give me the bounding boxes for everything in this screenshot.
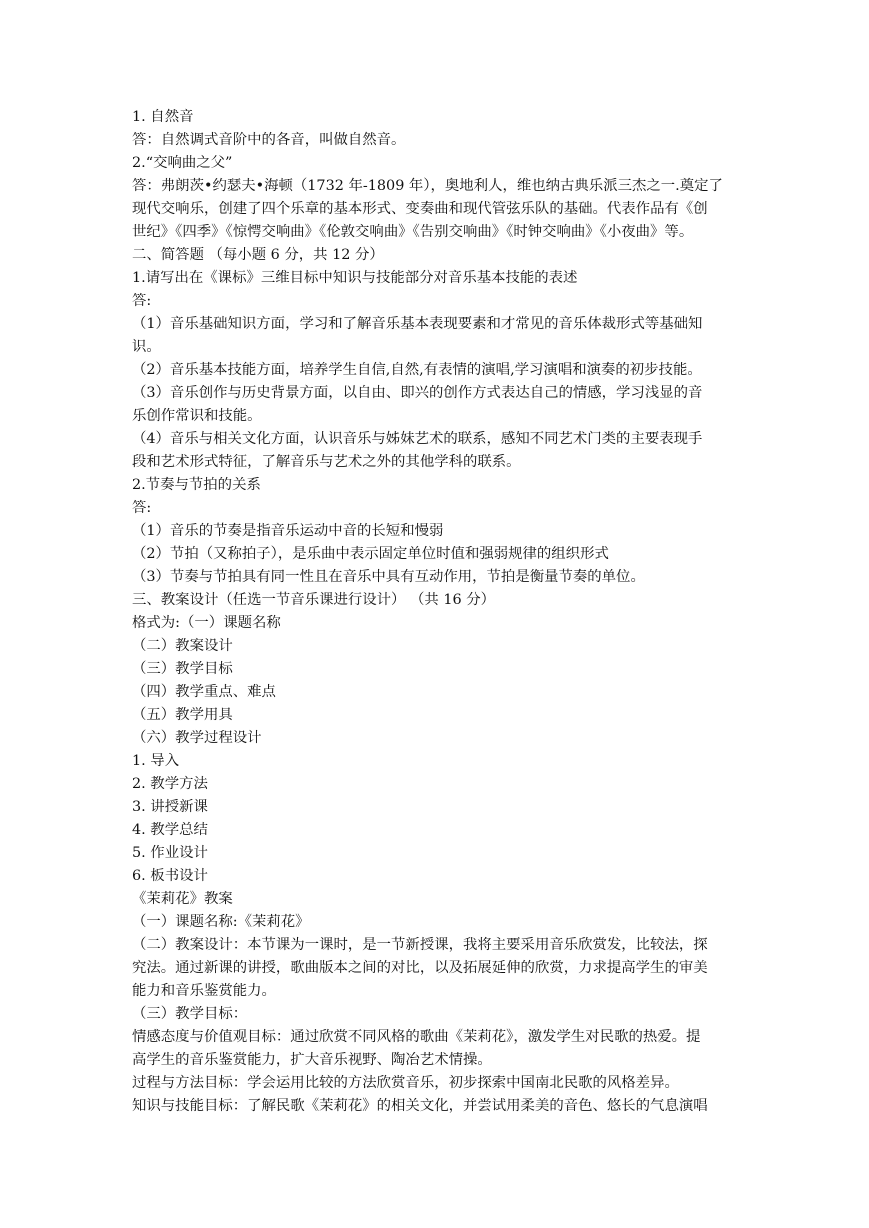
text-line: 格式为:（一）课题名称 [132, 615, 281, 631]
text-line: 过程与方法目标：学会运用比较的方法欣赏音乐，初步探索中国南北民歌的风格差异。 [132, 1075, 679, 1091]
list-item: （五）教学用具 [132, 707, 233, 723]
text-line: （三）教学目标： [132, 1006, 248, 1022]
list-item: 3. 讲授新课 [132, 799, 208, 815]
text-line: 识。 [132, 339, 161, 355]
text-line: （3）节奏与节拍具有同一性且在音乐中具有互动作用，节拍是衡量节奏的单位。 [132, 569, 645, 585]
list-item: （二）教案设计 [132, 638, 233, 654]
section-heading: 三、教案设计（任选一节音乐课进行设计） （共 16 分） [132, 592, 496, 608]
text-line: 高学生的音乐鉴赏能力，扩大音乐视野、陶冶艺术情操。 [132, 1052, 492, 1068]
text-line: 能力和音乐鉴赏能力。 [132, 983, 276, 999]
list-item: 2. 教学方法 [132, 776, 208, 792]
text-line: 1. 自然音 [132, 109, 194, 125]
text-line: 情感态度与价值观目标：通过欣赏不同风格的歌曲《茉莉花》，激发学生对民歌的热爱。提 [132, 1029, 701, 1045]
list-item: 1. 导入 [132, 753, 180, 769]
answer-label: 答: [132, 500, 152, 516]
text-line: （2）节拍（又称拍子），是乐曲中表示固定单位时值和强弱规律的组织形式 [132, 546, 609, 562]
text-line: 段和艺术形式特征，了解音乐与艺术之外的其他学科的联系。 [132, 454, 521, 470]
text-line: （一）课题名称:《茉莉花》 [132, 914, 310, 930]
text-line: （3）音乐创作与历史背景方面，以自由、即兴的创作方式表达自己的情感，学习浅显的音 [132, 385, 703, 401]
question-title: 1.请写出在《课标》三维目标中知识与技能部分对音乐基本技能的表述 [132, 270, 578, 286]
list-item: （三）教学目标 [132, 661, 233, 677]
list-item: 5. 作业设计 [132, 845, 208, 861]
text-line: 答：弗朗茨•约瑟夫•海顿（1732 年-1809 年），奥地利人，维也纳古典乐派三杰之一.奠定了 [132, 178, 723, 194]
list-item: （六）教学过程设计 [132, 730, 262, 746]
section-heading: 二、简答题 （每小题 6 分，共 12 分） [132, 247, 384, 263]
text-line: 世纪》《四季》《惊愕交响曲》《伦敦交响曲》《告别交响曲》《时钟交响曲》《小夜曲》等。 [132, 224, 694, 240]
list-item: 4. 教学总结 [132, 822, 208, 838]
text-line: （4）音乐与相关文化方面，认识音乐与姊妹艺术的联系，感知不同艺术门类的主要表现手 [132, 431, 703, 447]
text-line: 乐创作常识和技能。 [132, 408, 262, 424]
lesson-plan-title: 《茉莉花》教案 [132, 891, 233, 907]
text-line: 答：自然调式音阶中的各音，叫做自然音。 [132, 132, 406, 148]
text-line: 究法。通过新课的讲授，歌曲版本之间的对比，以及拓展延伸的欣赏，力求提高学生的审美 [132, 960, 708, 976]
list-item: （四）教学重点、难点 [132, 684, 276, 700]
text-line: （1）音乐基础知识方面，学习和了解音乐基本表现要素和才常见的音乐体裁形式等基础知 [132, 316, 703, 332]
list-item: 6. 板书设计 [132, 868, 208, 884]
text-line: （1）音乐的节奏是指音乐运动中音的长短和慢弱 [132, 523, 444, 539]
document-body [132, 106, 740, 1118]
text-line: （2）音乐基本技能方面，培养学生自信,自然,有表情的演唱,学习演唱和演奏的初步技能。 [132, 362, 702, 378]
text-line: 知识与技能目标：了解民歌《茉莉花》的相关文化，并尝试用柔美的音色、悠长的气息演唱 [132, 1098, 708, 1114]
answer-label: 答: [132, 293, 152, 309]
text-line: （二）教案设计：本节课为一课时，是一节新授课，我将主要采用音乐欣赏发，比较法，探 [132, 937, 708, 953]
text-line: 现代交响乐，创建了四个乐章的基本形式、变奏曲和现代管弦乐队的基础。代表作品有《创 [132, 201, 708, 217]
text-line: 2.“交响曲之父” [132, 155, 233, 171]
question-title: 2.节奏与节拍的关系 [132, 477, 261, 493]
